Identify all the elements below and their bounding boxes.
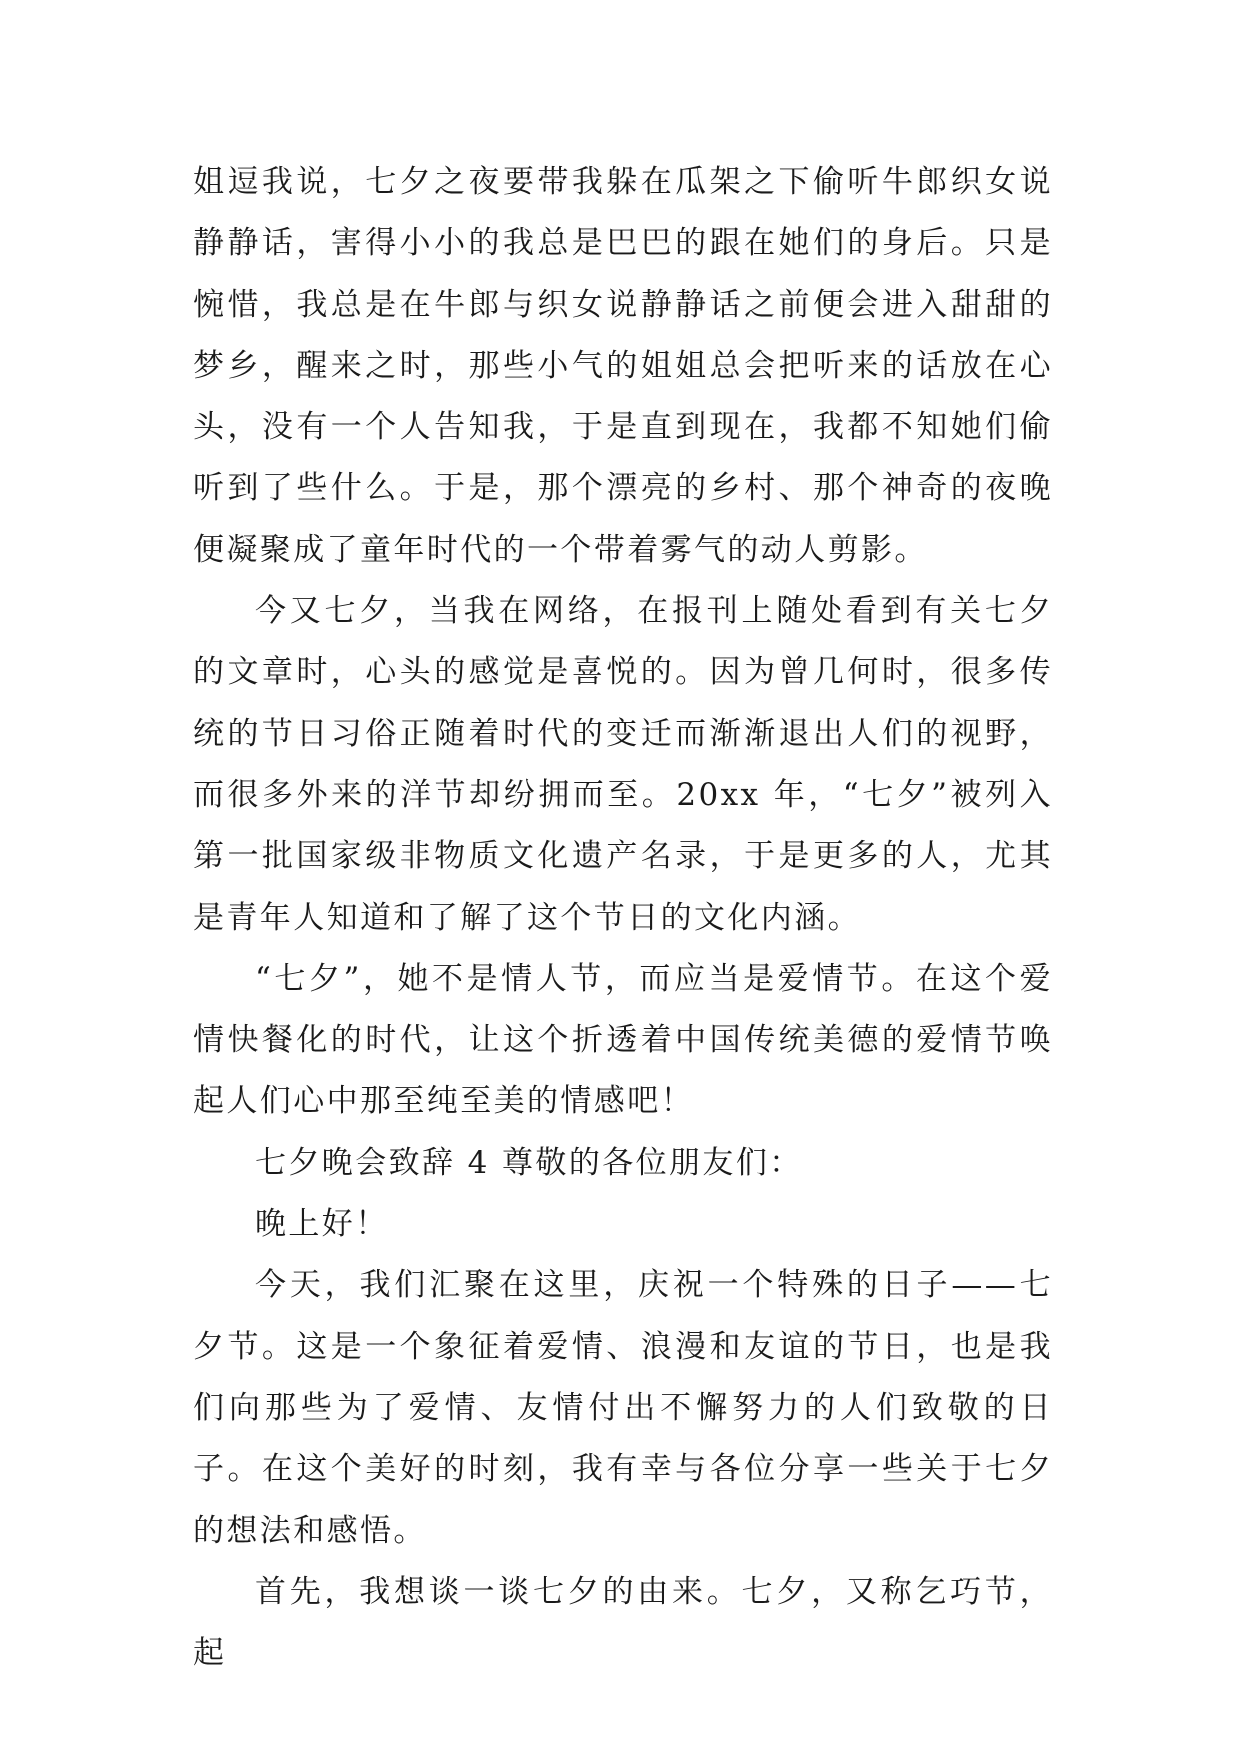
paragraph-qixi-origin: 首先，我想谈一谈七夕的由来。七夕，又称乞巧节，起	[193, 1573, 1053, 1672]
document-body	[193, 152, 1053, 1684]
paragraph-qixi-today: 今又七夕，当我在网络，在报刊上随处看到有关七夕的文章时，心头的感觉是喜悦的。因为曾几何时，很多传统的节日习俗正随着时代的变迁而渐渐退出人们的视野，而很多外来的洋节却纷拥而至。20xx 年，“七夕”被列入第一批国家级非物质文化遗产名录，于是更多的人，尤其是青年人知道和了解了这个节日的文化内涵。	[193, 593, 1053, 936]
paragraph-childhood-memory: 姐逗我说，七夕之夜要带我躲在瓜架之下偷听牛郎织女说静静话，害得小小的我总是巴巴的跟在她们的身后。只是惋惜，我总是在牛郎与织女说静静话之前便会进入甜甜的梦乡，醒来之时，那些小气的姐姐总会把听来的话放在心头，没有一个人告知我，于是直到现在，我都不知她们偷听到了些什么。于是，那个漂亮的乡村、那个神奇的夜晚便凝聚成了童年时代的一个带着雾气的动人剪影。	[193, 164, 1053, 568]
paragraph-greeting: 晚上好！	[255, 1206, 389, 1243]
paragraph-speech-heading: 七夕晚会致辞 4 尊敬的各位朋友们：	[255, 1144, 803, 1181]
paragraph-love-festival: “七夕”，她不是情人节，而应当是爱情节。在这个爱情快餐化的时代，让这个折透着中国传统美德的爱情节唤起人们心中那至纯至美的情感吧！	[193, 960, 1053, 1120]
paragraph-speech-intro: 今天，我们汇聚在这里，庆祝一个特殊的日子——七夕节。这是一个象征着爱情、浪漫和友谊的节日，也是我们向那些为了爱情、友情付出不懈努力的人们致敬的日子。在这个美好的时刻，我有幸与各位分享一些关于七夕的想法和感悟。	[193, 1267, 1053, 1549]
